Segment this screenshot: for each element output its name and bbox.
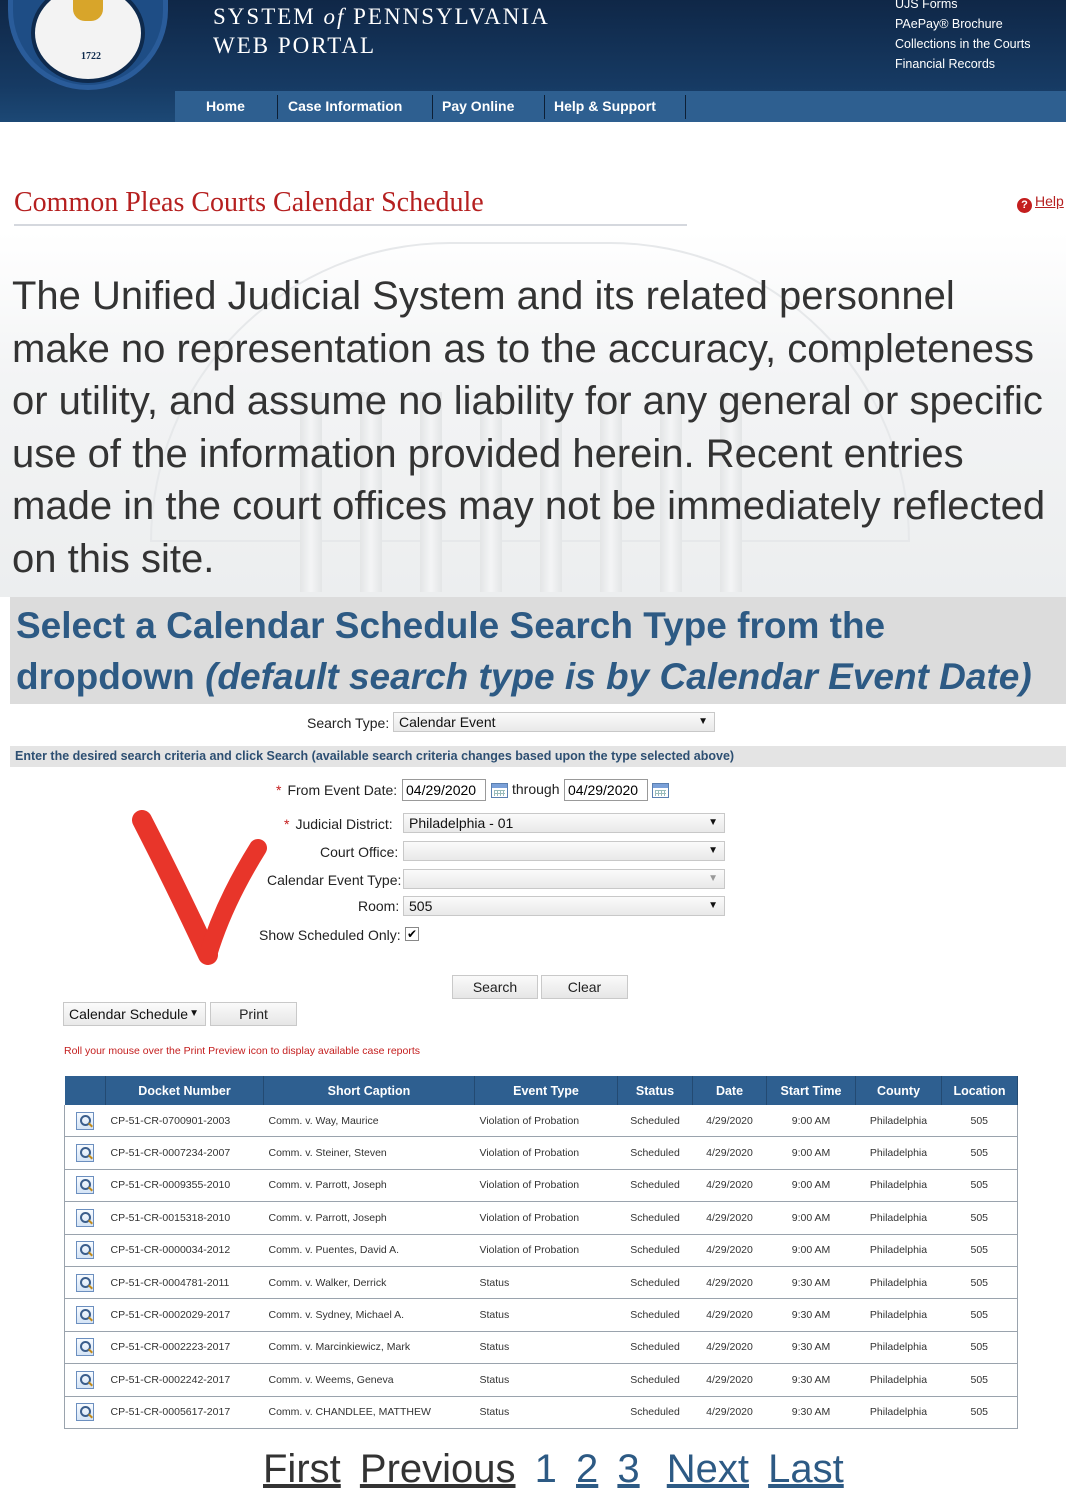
report-type-value: Calendar Schedule bbox=[69, 1006, 189, 1022]
pagination bbox=[263, 1443, 852, 1495]
docket-number: CP-51-CR-0000034-2012 bbox=[106, 1234, 264, 1266]
county: Philadelphia bbox=[856, 1169, 942, 1201]
pager-next[interactable]: Next bbox=[666, 1447, 750, 1491]
location: 505 bbox=[942, 1331, 1018, 1363]
calendar-icon[interactable] bbox=[652, 783, 669, 798]
column-header-county[interactable]: County bbox=[856, 1076, 942, 1105]
start-time: 9:30 AM bbox=[767, 1331, 856, 1363]
column-header-event-type[interactable]: Event Type bbox=[475, 1076, 618, 1105]
county: Philadelphia bbox=[856, 1105, 942, 1137]
nav-help-support[interactable]: Help & Support bbox=[554, 98, 656, 114]
preview-cell bbox=[65, 1137, 106, 1169]
search-type-value: Calendar Event bbox=[399, 714, 496, 730]
report-type-select[interactable] bbox=[63, 1002, 206, 1026]
column-header-location[interactable]: Location bbox=[942, 1076, 1018, 1105]
start-time: 9:30 AM bbox=[767, 1396, 856, 1428]
start-time: 9:00 AM bbox=[767, 1202, 856, 1234]
status: Scheduled bbox=[618, 1299, 693, 1331]
table-row bbox=[65, 1202, 1018, 1234]
location: 505 bbox=[942, 1299, 1018, 1331]
site-header bbox=[0, 0, 1066, 122]
show-scheduled-label: Show Scheduled Only: bbox=[259, 927, 401, 943]
pager-previous[interactable]: Previous bbox=[359, 1447, 516, 1491]
table-row bbox=[65, 1137, 1018, 1169]
nav-case-information[interactable]: Case Information bbox=[288, 98, 403, 114]
docket-number: CP-51-CR-0009355-2010 bbox=[106, 1169, 264, 1201]
judicial-district-value: Philadelphia - 01 bbox=[409, 815, 514, 831]
table-header-row bbox=[65, 1076, 1018, 1105]
short-caption: Comm. v. Marcinkiewicz, Mark bbox=[264, 1331, 475, 1363]
nav-home[interactable]: Home bbox=[206, 98, 245, 114]
print-preview-icon[interactable] bbox=[76, 1241, 94, 1259]
docket-number: CP-51-CR-0002242-2017 bbox=[106, 1364, 264, 1396]
show-scheduled-checkbox[interactable] bbox=[405, 927, 419, 941]
column-header-caption[interactable]: Short Caption bbox=[264, 1076, 475, 1105]
short-caption: Comm. v. Walker, Derrick bbox=[264, 1266, 475, 1298]
start-time: 9:30 AM bbox=[767, 1364, 856, 1396]
event-type: Violation of Probation bbox=[475, 1105, 618, 1137]
pager-first[interactable]: First bbox=[263, 1447, 341, 1491]
from-date-label-text: From Event Date: bbox=[287, 782, 398, 798]
instruction-text bbox=[16, 600, 1062, 702]
location: 505 bbox=[942, 1202, 1018, 1234]
date: 4/29/2020 bbox=[693, 1137, 767, 1169]
search-type-select[interactable] bbox=[393, 712, 715, 732]
help-icon: ? bbox=[1017, 198, 1032, 213]
from-date-input[interactable]: 04/29/2020 bbox=[402, 779, 486, 801]
column-header-preview bbox=[65, 1076, 106, 1105]
required-marker: * bbox=[284, 816, 290, 832]
docket-number: CP-51-CR-0700901-2003 bbox=[106, 1105, 264, 1137]
start-time: 9:00 AM bbox=[767, 1105, 856, 1137]
status: Scheduled bbox=[618, 1266, 693, 1298]
pager-page-2[interactable]: 2 bbox=[576, 1447, 599, 1491]
status: Scheduled bbox=[618, 1396, 693, 1428]
location: 505 bbox=[942, 1169, 1018, 1201]
seal-emblem bbox=[31, 0, 145, 83]
seal-year: 1722 bbox=[81, 51, 101, 62]
print-preview-icon[interactable] bbox=[76, 1306, 94, 1324]
print-preview-icon[interactable] bbox=[76, 1112, 94, 1130]
site-title-word-1: SYSTEM bbox=[213, 4, 316, 29]
docket-number: CP-51-CR-0005617-2017 bbox=[106, 1396, 264, 1428]
status: Scheduled bbox=[618, 1169, 693, 1201]
chevron-down-icon: ▼ bbox=[189, 1008, 199, 1019]
top-link-paepay-brochure[interactable]: PAePay® Brochure bbox=[895, 17, 1003, 31]
site-title-of: of bbox=[323, 4, 346, 29]
start-time: 9:30 AM bbox=[767, 1266, 856, 1298]
column-header-start-time[interactable]: Start Time bbox=[767, 1076, 856, 1105]
status: Scheduled bbox=[618, 1137, 693, 1169]
chevron-down-icon: ▼ bbox=[708, 845, 718, 856]
event-type-select[interactable] bbox=[403, 869, 725, 889]
clear-button[interactable]: Clear bbox=[541, 975, 628, 999]
print-preview-note: Roll your mouse over the Print Preview icon to display available case reports bbox=[64, 1045, 421, 1057]
table-row bbox=[65, 1234, 1018, 1266]
preview-cell bbox=[65, 1396, 106, 1428]
start-time: 9:00 AM bbox=[767, 1234, 856, 1266]
short-caption: Comm. v. Way, Maurice bbox=[264, 1105, 475, 1137]
event-type: Status bbox=[475, 1299, 618, 1331]
pager-page-1: 1 bbox=[534, 1447, 557, 1491]
preview-cell bbox=[65, 1169, 106, 1201]
county: Philadelphia bbox=[856, 1266, 942, 1298]
date: 4/29/2020 bbox=[693, 1396, 767, 1428]
county: Philadelphia bbox=[856, 1299, 942, 1331]
preview-cell bbox=[65, 1234, 106, 1266]
annotation-arrow bbox=[120, 810, 280, 975]
print-preview-icon[interactable] bbox=[76, 1176, 94, 1194]
short-caption: Comm. v. CHANDLEE, MATTHEW bbox=[264, 1396, 475, 1428]
title-divider bbox=[14, 224, 687, 226]
help-label: Help bbox=[1035, 193, 1064, 209]
calendar-results-table bbox=[64, 1076, 1018, 1429]
event-type: Violation of Probation bbox=[475, 1169, 618, 1201]
docket-number: CP-51-CR-0002029-2017 bbox=[106, 1299, 264, 1331]
date: 4/29/2020 bbox=[693, 1234, 767, 1266]
event-type: Status bbox=[475, 1396, 618, 1428]
location: 505 bbox=[942, 1364, 1018, 1396]
site-title-line-2: WEB PORTAL bbox=[213, 33, 377, 58]
judicial-district-label-text: Judicial District: bbox=[295, 816, 393, 832]
location: 505 bbox=[942, 1396, 1018, 1428]
docket-number: CP-51-CR-0002223-2017 bbox=[106, 1331, 264, 1363]
main-nav bbox=[175, 91, 1066, 122]
start-time: 9:00 AM bbox=[767, 1137, 856, 1169]
search-button[interactable]: Search bbox=[452, 975, 538, 999]
room-select[interactable] bbox=[403, 896, 725, 916]
date: 4/29/2020 bbox=[693, 1364, 767, 1396]
judicial-district-select[interactable] bbox=[403, 813, 725, 833]
print-preview-icon[interactable] bbox=[76, 1209, 94, 1227]
event-type: Status bbox=[475, 1266, 618, 1298]
instruction-main: Select a Calendar Schedule Search Type from the dropdown bbox=[16, 605, 886, 697]
event-type: Status bbox=[475, 1364, 618, 1396]
print-preview-icon[interactable] bbox=[76, 1403, 94, 1421]
event-type: Status bbox=[475, 1331, 618, 1363]
nav-divider bbox=[432, 95, 433, 119]
print-preview-icon[interactable] bbox=[76, 1338, 94, 1356]
preview-cell bbox=[65, 1105, 106, 1137]
status: Scheduled bbox=[618, 1234, 693, 1266]
top-link-collections[interactable]: Collections in the Courts bbox=[895, 37, 1031, 51]
date: 4/29/2020 bbox=[693, 1202, 767, 1234]
top-link-financial-records[interactable]: Financial Records bbox=[895, 57, 996, 71]
event-type: Violation of Probation bbox=[475, 1234, 618, 1266]
column-header-date[interactable]: Date bbox=[693, 1076, 767, 1105]
status: Scheduled bbox=[618, 1364, 693, 1396]
calendar-icon[interactable] bbox=[491, 783, 508, 798]
start-time: 9:30 AM bbox=[767, 1299, 856, 1331]
location: 505 bbox=[942, 1266, 1018, 1298]
chevron-down-icon: ▼ bbox=[708, 900, 718, 911]
location: 505 bbox=[942, 1137, 1018, 1169]
search-type-label: Search Type: bbox=[307, 715, 390, 731]
location: 505 bbox=[942, 1105, 1018, 1137]
column-header-status[interactable]: Status bbox=[618, 1076, 693, 1105]
page-title: Common Pleas Courts Calendar Schedule bbox=[14, 187, 484, 218]
chevron-down-icon: ▼ bbox=[698, 716, 708, 727]
nav-divider bbox=[277, 95, 278, 119]
start-time: 9:00 AM bbox=[767, 1169, 856, 1201]
table-row bbox=[65, 1364, 1018, 1396]
print-preview-icon[interactable] bbox=[76, 1371, 94, 1389]
short-caption: Comm. v. Puentes, David A. bbox=[264, 1234, 475, 1266]
instruction-default-note: (default search type is by Calendar Event Date) bbox=[205, 656, 1032, 697]
required-marker: * bbox=[276, 782, 282, 798]
date: 4/29/2020 bbox=[693, 1266, 767, 1298]
event-type-label: Calendar Event Type: bbox=[267, 872, 402, 888]
short-caption: Comm. v. Parrott, Joseph bbox=[264, 1169, 475, 1201]
location: 505 bbox=[942, 1234, 1018, 1266]
top-link-ujs-forms[interactable]: UJS Forms bbox=[895, 0, 958, 11]
judicial-district-label bbox=[284, 816, 393, 832]
preview-cell bbox=[65, 1364, 106, 1396]
date: 4/29/2020 bbox=[693, 1105, 767, 1137]
site-title-word-2: PENNSYLVANIA bbox=[353, 4, 550, 29]
seal-shield-icon bbox=[73, 0, 103, 21]
from-date-label bbox=[276, 782, 397, 798]
docket-number: CP-51-CR-0015318-2010 bbox=[106, 1202, 264, 1234]
date: 4/29/2020 bbox=[693, 1331, 767, 1363]
event-type: Violation of Probation bbox=[475, 1137, 618, 1169]
print-button[interactable]: Print bbox=[210, 1002, 297, 1026]
county: Philadelphia bbox=[856, 1396, 942, 1428]
county: Philadelphia bbox=[856, 1364, 942, 1396]
docket-number: CP-51-CR-0004781-2011 bbox=[106, 1266, 264, 1298]
preview-cell bbox=[65, 1331, 106, 1363]
chevron-down-icon: ▼ bbox=[708, 817, 718, 828]
court-office-label: Court Office: bbox=[320, 844, 399, 860]
table-row bbox=[65, 1299, 1018, 1331]
short-caption: Comm. v. Parrott, Joseph bbox=[264, 1202, 475, 1234]
nav-pay-online[interactable]: Pay Online bbox=[442, 98, 515, 114]
preview-cell bbox=[65, 1202, 106, 1234]
county: Philadelphia bbox=[856, 1202, 942, 1234]
short-caption: Comm. v. Sydney, Michael A. bbox=[264, 1299, 475, 1331]
status: Scheduled bbox=[618, 1105, 693, 1137]
event-type: Violation of Probation bbox=[475, 1202, 618, 1234]
pager-last[interactable]: Last bbox=[768, 1447, 844, 1491]
table-row bbox=[65, 1331, 1018, 1363]
pennsylvania-seal-logo[interactable] bbox=[8, 0, 168, 90]
preview-cell bbox=[65, 1299, 106, 1331]
room-label: Room: bbox=[358, 898, 400, 914]
print-preview-icon[interactable] bbox=[76, 1144, 94, 1162]
date: 4/29/2020 bbox=[693, 1299, 767, 1331]
status: Scheduled bbox=[618, 1331, 693, 1363]
through-label: through bbox=[512, 781, 560, 797]
nav-divider bbox=[685, 95, 686, 119]
short-caption: Comm. v. Weems, Geneva bbox=[264, 1364, 475, 1396]
disclaimer-text: The Unified Judicial System and its related personnel make no representation as to the accuracy, completeness or utility, and assume no liability for any general or specific use of the information provided herein. Recent entries made in the court offices may not be immediately reflected on this site. bbox=[12, 274, 1046, 581]
table-row bbox=[65, 1396, 1018, 1428]
checkmark-icon: ✔ bbox=[406, 927, 418, 941]
table-row bbox=[65, 1105, 1018, 1137]
date: 4/29/2020 bbox=[693, 1169, 767, 1201]
site-title bbox=[213, 2, 550, 60]
preview-cell bbox=[65, 1266, 106, 1298]
table-row bbox=[65, 1169, 1018, 1201]
through-date-input[interactable]: 04/29/2020 bbox=[564, 779, 648, 801]
county: Philadelphia bbox=[856, 1331, 942, 1363]
chevron-down-icon: ▼ bbox=[708, 873, 718, 884]
status: Scheduled bbox=[618, 1202, 693, 1234]
docket-number: CP-51-CR-0007234-2007 bbox=[106, 1137, 264, 1169]
print-preview-icon[interactable] bbox=[76, 1274, 94, 1292]
help-link[interactable] bbox=[1017, 193, 1064, 213]
nav-divider bbox=[544, 95, 545, 119]
court-office-select[interactable] bbox=[403, 841, 725, 861]
county: Philadelphia bbox=[856, 1137, 942, 1169]
top-links bbox=[895, 0, 1066, 74]
table-row bbox=[65, 1266, 1018, 1298]
county: Philadelphia bbox=[856, 1234, 942, 1266]
short-caption: Comm. v. Steiner, Steven bbox=[264, 1137, 475, 1169]
pager-page-3[interactable]: 3 bbox=[617, 1447, 640, 1491]
column-header-docket[interactable]: Docket Number bbox=[106, 1076, 264, 1105]
room-value: 505 bbox=[409, 898, 433, 914]
criteria-bar: Enter the desired search criteria and click Search (available search criteria changes based upon the type selected above) bbox=[10, 746, 1066, 767]
search-type-instruction bbox=[10, 597, 1066, 704]
